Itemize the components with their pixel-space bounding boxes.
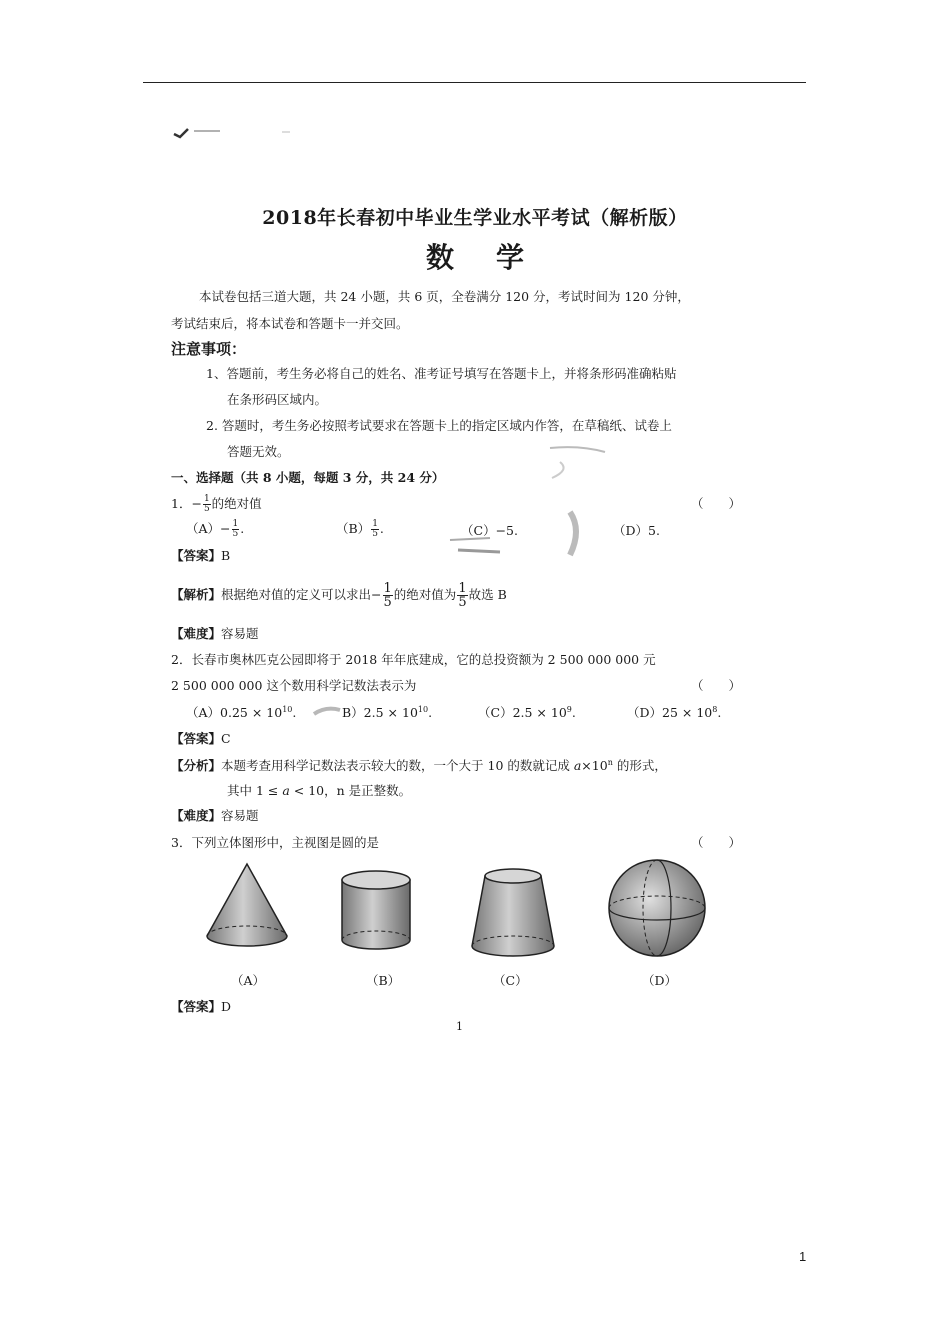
q1-analysis-frac1-denominator: 5: [383, 595, 392, 610]
q1-option-a-denominator: 5: [232, 529, 239, 539]
q1-option-c: （C）−5.: [461, 523, 518, 538]
q3-label-b: （B）: [366, 973, 401, 988]
q1-answer-value: B: [221, 548, 231, 563]
q1-answer: [171, 546, 230, 564]
q1-analysis-fraction-2: [457, 582, 467, 609]
q3-text: 下列立体图形中，主视图是圆的是: [191, 835, 379, 850]
q3-answer: [171, 997, 231, 1015]
q2-analysis-line1-pre: 本题考查用科学记数法表示较大的数，一个大于 10 的数就记成: [221, 758, 574, 773]
q3-label-a: （A）: [231, 973, 266, 988]
q1-analysis: [171, 582, 507, 609]
q1-option-b-numerator: 1: [372, 519, 378, 529]
q2-stem-line-2: 2 500 000 000 这个数用科学记数法表示为: [171, 678, 417, 693]
q2-option-d: [627, 703, 721, 721]
q1-text: 的绝对值: [211, 496, 262, 511]
q1-option-b-fraction: [371, 520, 379, 539]
q1-stem: [171, 494, 262, 514]
q2-bracket: （ ）: [691, 678, 742, 693]
q2-option-a-text: （A）0.25 × 10: [186, 705, 283, 720]
q1-option-a-period: .: [240, 521, 245, 536]
intro-line-1: 本试卷包括三道大题，共 24 小题，共 6 页，全卷满分 120 分，考试时间为 120 分钟，: [199, 289, 690, 304]
q3-answer-label: 【答案】: [171, 999, 222, 1014]
q1-analysis-frac1-numerator: 1: [383, 581, 392, 596]
q2-analysis-line2-pre: 其中 1 ≤: [227, 783, 283, 798]
q1-analysis-label: 【解析】: [171, 587, 222, 602]
q1-analysis-mid: 的绝对值为: [393, 587, 457, 602]
q2-option-c-end: .: [571, 705, 576, 720]
q1-option-a-minus: −: [220, 521, 231, 536]
q1-analysis-minus: −: [371, 587, 382, 602]
q2-option-b: [342, 703, 432, 721]
scan-artifact-mark: [172, 126, 302, 140]
q2-option-a-end: .: [292, 705, 297, 720]
q2-number: 2．: [171, 652, 192, 667]
q2-analysis-line2-a: a: [282, 783, 290, 798]
q2-option-c-exponent: 9: [566, 704, 572, 714]
q2-option-d-end: .: [717, 705, 722, 720]
q3-stem: [171, 833, 379, 851]
q1-analysis-pre: 根据绝对值的定义可以求出: [221, 587, 372, 602]
q2-answer-value: C: [221, 731, 231, 746]
q1-frac-numerator: 1: [203, 494, 210, 504]
q3-bracket: （ ）: [691, 835, 742, 850]
scan-smudge: [430, 440, 630, 570]
cylinder-figure: [342, 871, 410, 949]
q1-analysis-frac2-denominator: 5: [458, 595, 467, 610]
q1-fraction: [203, 495, 211, 514]
q2-analysis-label: 【分析】: [171, 758, 222, 773]
q2-analysis-line2-post: < 10，n 是正整数。: [289, 783, 412, 798]
q2-option-b-text: B）2.5 × 10: [342, 705, 418, 720]
q2-analysis-line-2: [227, 781, 411, 799]
q2-analysis-a: a: [573, 758, 582, 773]
q2-option-a: [186, 703, 296, 721]
notice-2-line-2: 答题无效。: [227, 444, 290, 459]
q2-line-1: 长春市奥林匹克公园即将于 2018 年年底建成，它的总投资额为 2 500 000 000 元: [191, 652, 656, 667]
exam-title: 2018年长春初中毕业生学业水平考试（解析版）: [262, 207, 688, 229]
q1-analysis-frac2-numerator: 1: [458, 581, 467, 596]
q3-number: 3．: [171, 835, 192, 850]
q1-answer-label: 【答案】: [171, 548, 222, 563]
cone-figure: [207, 864, 287, 946]
scan-smudge-2: [312, 704, 342, 718]
q2-option-d-exponent: 8: [712, 704, 718, 714]
page-number: 1: [799, 1249, 807, 1264]
q1-difficulty-value: 容易题: [221, 626, 259, 641]
q1-option-b: [336, 519, 384, 539]
scanned-page-number: 1: [456, 1020, 463, 1033]
q2-analysis-line-1: [171, 756, 667, 774]
q1-option-a: [186, 519, 244, 539]
q1-option-b-label: （B）: [336, 521, 371, 536]
q1-option-a-numerator: 1: [232, 519, 239, 529]
q2-stem-line-1: [171, 650, 656, 668]
q2-analysis-times10: ×10: [581, 758, 608, 773]
q2-option-b-end: .: [428, 705, 433, 720]
q2-difficulty: [171, 806, 259, 824]
q1-minus: −: [191, 496, 202, 511]
q1-frac-denominator: 5: [203, 504, 210, 514]
q1-option-b-period: .: [379, 521, 384, 536]
q2-analysis-n: n: [607, 757, 613, 767]
q1-analysis-fraction-1: [383, 582, 393, 609]
q2-answer-label: 【答案】: [171, 731, 222, 746]
sphere-figure: [609, 860, 705, 956]
notice-heading: 注意事项：: [171, 340, 247, 358]
q1-bracket: （ ）: [691, 496, 742, 511]
q1-option-a-fraction: [232, 520, 240, 539]
q1-analysis-post: 故选 B: [468, 587, 507, 602]
notice-1-line-1: 1、答题前，考生务必将自己的姓名、准考证号填写在答题卡上，并将条形码准确粘贴: [206, 366, 677, 381]
q3-label-d: （D）: [642, 973, 678, 988]
q2-option-a-exponent: 10: [282, 704, 293, 714]
q1-option-b-denominator: 5: [372, 529, 378, 539]
frustum-figure: [472, 869, 554, 956]
q3-label-c: （C）: [493, 973, 528, 988]
subject-title: 数学: [425, 241, 566, 274]
q2-difficulty-value: 容易题: [221, 808, 259, 823]
q2-answer: [171, 729, 231, 747]
intro-line-2: 考试结束后，将本试卷和答题卡一并交回。: [171, 316, 409, 331]
q2-difficulty-label: 【难度】: [171, 808, 222, 823]
q1-difficulty-label: 【难度】: [171, 626, 222, 641]
q2-option-c-text: （C）2.5 × 10: [478, 705, 567, 720]
notice-1-line-2: 在条形码区域内。: [227, 392, 328, 407]
q2-option-b-exponent: 10: [417, 704, 429, 714]
header-rule: [143, 82, 806, 83]
q1-difficulty: [171, 624, 259, 642]
q2-option-d-text: （D）25 × 10: [627, 705, 713, 720]
q3-answer-value: D: [221, 999, 232, 1014]
q2-analysis-line1-post: 的形式，: [612, 758, 667, 773]
q1-number: 1．: [171, 496, 192, 511]
q1-option-a-label: （A）: [186, 521, 221, 536]
notice-2-line-1: 2. 答题时，考生务必按照考试要求在答题卡上的指定区域内作答，在草稿纸、试卷上: [206, 418, 672, 433]
section-1-heading: 一、选择题（共 8 小题，每题 3 分，共 24 分）: [171, 470, 445, 485]
q2-option-c: [478, 703, 576, 721]
q1-option-d: （D）5.: [613, 523, 660, 538]
